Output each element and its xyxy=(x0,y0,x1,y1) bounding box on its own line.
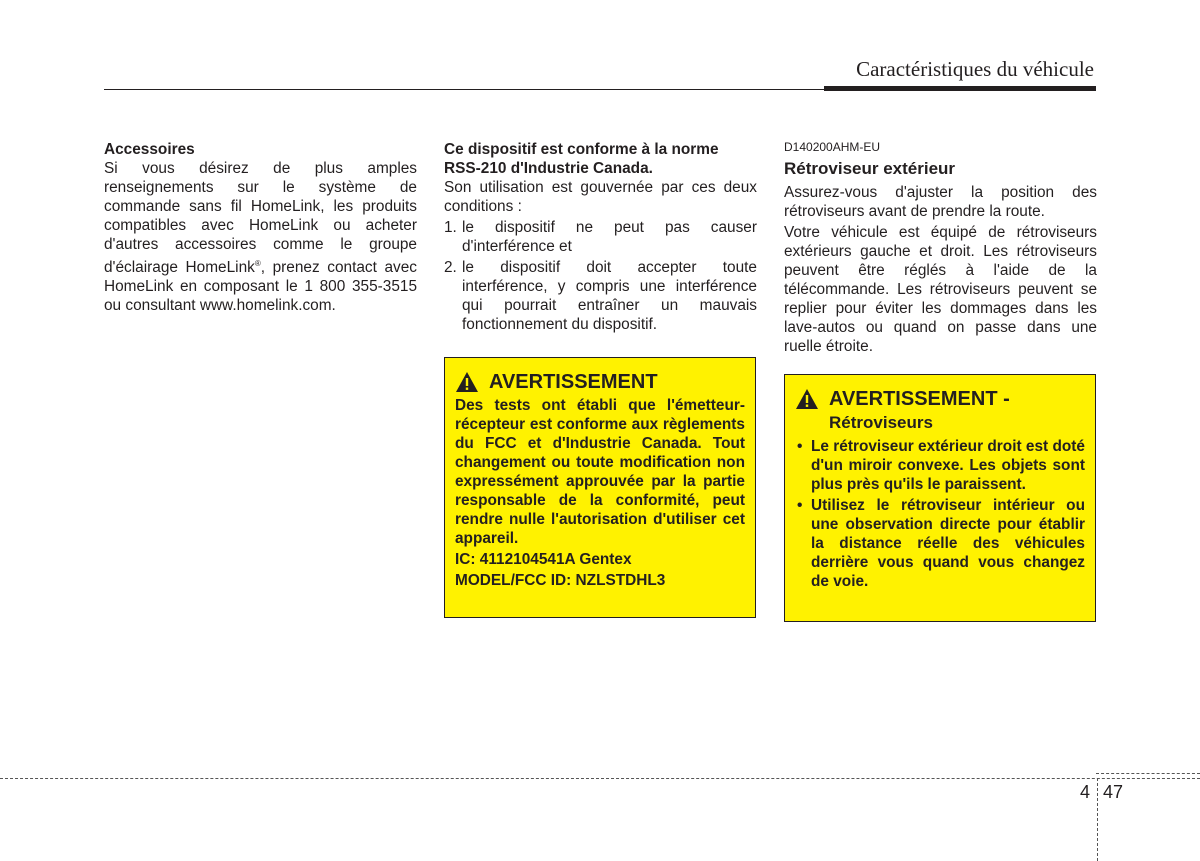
bullet-dot: • xyxy=(797,438,803,455)
section-code: D140200AHM-EU xyxy=(784,140,881,154)
condition-text: le dispositif doit accepter toute interférence, y compris une interférence qui pourrait entraîner un mauvais fonctionnement du dispositif. xyxy=(462,259,757,333)
column-compliance xyxy=(444,140,757,336)
mirror-para-2: Votre véhicule est équipé de rétroviseurs extérieurs gauche et droit. Les rétroviseurs peuvent être réglés à l'aide de la télécommande. Les rétroviseurs peuvent se replier pour éviter les dommages dans les lave-autos ou quand on passe dans une ruelle étroite. xyxy=(784,224,1097,355)
warning-header xyxy=(795,387,1085,411)
warning-box-mirrors xyxy=(784,374,1096,622)
warning-model-id: MODEL/FCC ID: NZLSTDHL3 xyxy=(455,572,666,589)
accessories-text xyxy=(104,159,417,315)
column-mirror xyxy=(784,140,1097,358)
accessories-title: Accessoires xyxy=(104,141,195,158)
registered-mark: ® xyxy=(254,259,261,268)
header-rule-accent xyxy=(824,86,1096,91)
page-number-divider xyxy=(1097,778,1098,861)
bullet-dot: • xyxy=(797,497,803,514)
warning-triangle-icon xyxy=(795,388,819,410)
bullet-text: Utilisez le rétroviseur intérieur ou une observation directe pour établir la distance réelle des véhicules derrière vous quand vous changez de voie. xyxy=(811,497,1085,590)
column-accessories xyxy=(104,140,417,315)
accessories-text-part1: Si vous désirez de plus amples renseignements sur le système de commande sans fil HomeLink, les produits compatibles avec HomeLink ou acheter d'autres accessoires comme le groupe d'éclairage HomeLink xyxy=(104,160,417,277)
warning-ic-number: IC: 4112104541A Gentex xyxy=(455,551,632,568)
mirror-para-1: Assurez-vous d'ajuster la position des rétroviseurs avant de prendre la route. xyxy=(784,184,1097,220)
warning-triangle-icon xyxy=(455,371,479,393)
page-number: 47 xyxy=(1103,782,1124,802)
warning-title: AVERTISSEMENT - xyxy=(829,388,1010,410)
page-header-title: Caractéristiques du véhicule xyxy=(856,57,1094,81)
mirror-title: Rétroviseur extérieur xyxy=(784,159,956,178)
condition-number: 2. xyxy=(444,259,457,276)
compliance-title: Ce dispositif est conforme à la norme RSS-210 d'Industrie Canada. xyxy=(444,141,719,177)
warning-bullet xyxy=(795,437,1085,494)
bullet-text: Le rétroviseur extérieur droit est doté d'un miroir convexe. Les objets sont plus près qu'ils le paraissent. xyxy=(811,438,1085,493)
warning-bullet-list xyxy=(795,437,1085,591)
warning-header xyxy=(455,370,745,394)
warning-box-fcc xyxy=(444,357,756,618)
compliance-intro: Son utilisation est gouvernée par ces deux conditions : xyxy=(444,179,757,215)
warning-title: AVERTISSEMENT xyxy=(489,371,658,393)
warning-text: Des tests ont établi que l'émetteur-récepteur est conforme aux règlements du FCC et d'Industrie Canada. Tout changement ou toute modification non expressément approuvée par la partie responsable de la conformité, peut rendre nulle l'autorisation d'utiliser cet appareil. xyxy=(455,397,745,547)
condition-item xyxy=(444,218,757,256)
footer-dashed-rule xyxy=(0,778,1200,779)
conditions-list xyxy=(444,218,757,334)
warning-bullet xyxy=(795,496,1085,591)
footer-dashed-rule-upper xyxy=(1096,773,1200,774)
warning-subtitle: Rétroviseurs xyxy=(829,413,933,432)
chapter-number: 4 xyxy=(1080,782,1091,802)
accessories-text-part2: , prenez contact avec HomeLink en composant le 1 800 355-3515 ou consultant www.homelink.com. xyxy=(104,259,417,315)
condition-item xyxy=(444,258,757,334)
condition-text: le dispositif ne peut pas causer d'interférence et xyxy=(462,219,757,255)
condition-number: 1. xyxy=(444,219,457,236)
